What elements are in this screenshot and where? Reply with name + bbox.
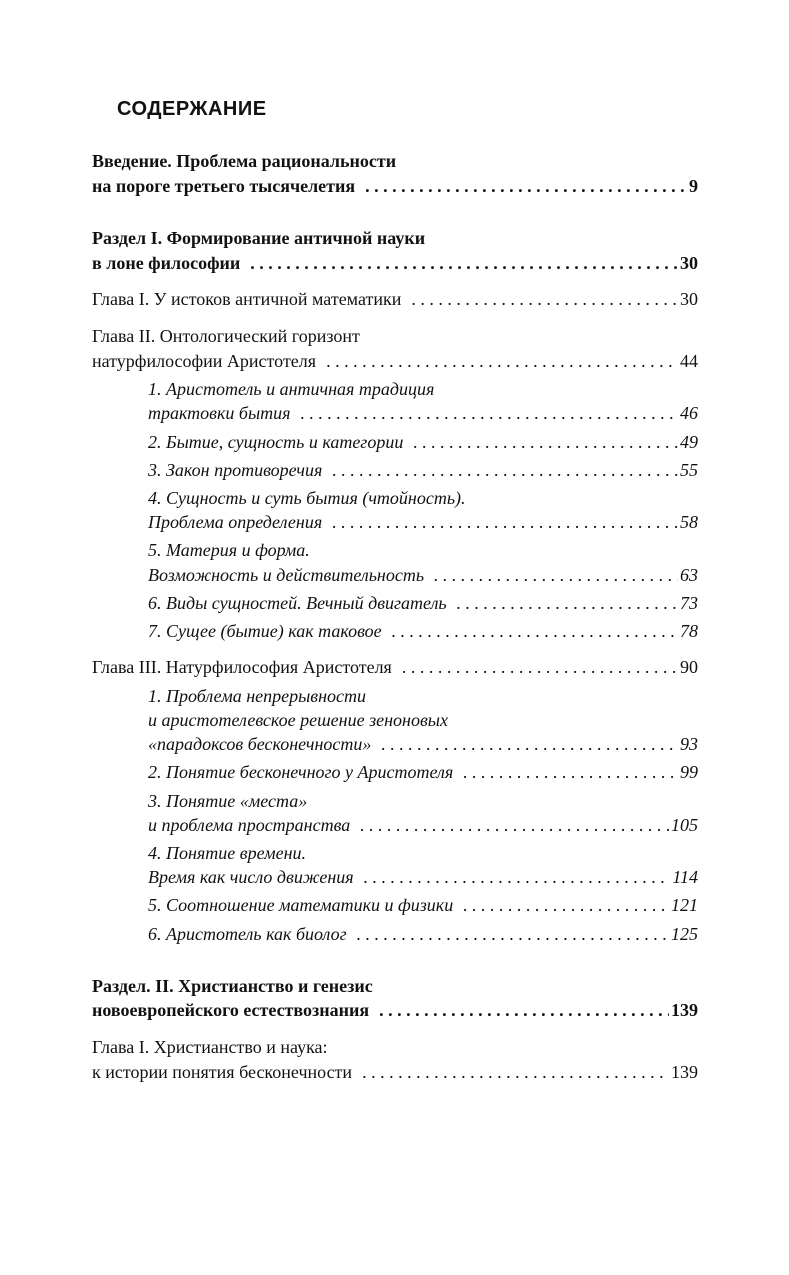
page-number: 139	[671, 1000, 698, 1021]
entry-title-line: Глава I. Христианство и наука:	[92, 1037, 328, 1057]
entry-title-line: Время как число движения	[148, 867, 354, 888]
entry-last-line	[92, 655, 698, 680]
dot-leader	[463, 760, 678, 784]
entry-title-line: 2. Понятие бесконечного у Аристотеля	[148, 762, 454, 783]
dot-leader	[379, 998, 669, 1023]
toc-subsection-entry[interactable]	[92, 486, 698, 534]
dot-leader	[392, 619, 678, 643]
toc-subsection-entry[interactable]	[92, 893, 698, 917]
page-number: 73	[680, 592, 698, 613]
page-number: 125	[671, 923, 698, 944]
toc-subsection-entry[interactable]	[92, 538, 698, 586]
page-number: 114	[672, 867, 698, 888]
entry-last-line	[92, 998, 698, 1023]
toc-subsection-entry[interactable]	[92, 591, 698, 615]
entry-title-line: и аристотелевское решение зеноновых	[148, 709, 448, 730]
entry-last-line	[148, 563, 698, 587]
entry-title-line: 7. Сущее (бытие) как таковое	[148, 620, 382, 641]
dot-leader	[411, 287, 678, 312]
entry-last-line	[92, 174, 698, 199]
dot-leader	[364, 865, 671, 889]
entry-last-line	[148, 510, 698, 534]
dot-leader	[326, 349, 678, 374]
entry-title-line: «парадоксов бесконечности»	[148, 734, 372, 755]
toc-subsection-entry[interactable]	[92, 841, 698, 889]
page-number: 63	[680, 564, 698, 585]
dot-leader	[332, 458, 678, 482]
toc-entry[interactable]	[92, 287, 698, 312]
page-number: 121	[671, 895, 698, 916]
entry-title-line: 2. Бытие, сущность и категории	[148, 431, 404, 452]
toc-subsection-entry[interactable]	[92, 430, 698, 454]
entry-title-line: Возможность и действительность	[148, 564, 425, 585]
page-number: 55	[680, 459, 698, 480]
page-number: 78	[680, 620, 698, 641]
page-number: 139	[671, 1061, 698, 1082]
dot-leader	[434, 563, 678, 587]
entry-last-line	[148, 619, 698, 643]
entry-title-line: 4. Понятие времени.	[148, 843, 307, 863]
entry-title-line: Глава I. У истоков античной математики	[92, 289, 402, 310]
entry-title-line: Проблема определения	[148, 512, 323, 533]
entry-title-line: к истории понятия бесконечности	[92, 1061, 353, 1082]
page-number: 93	[680, 734, 698, 755]
page-number: 30	[680, 252, 698, 273]
entry-title-line: 3. Понятие «места»	[148, 790, 308, 811]
entry-last-line	[92, 349, 698, 374]
entry-last-line	[148, 865, 698, 889]
entry-title-line: Глава II. Онтологический горизонт	[92, 325, 360, 346]
entry-title-line: в лоне философии	[92, 252, 241, 273]
entry-title-line: на пороге третьего тысячелетия	[92, 175, 356, 196]
entry-title-line: Раздел I. Формирование античной науки	[92, 228, 426, 249]
dot-leader	[301, 401, 678, 425]
toc-subsection-entry[interactable]	[92, 619, 698, 643]
page-number: 99	[680, 762, 698, 783]
dot-leader	[365, 174, 687, 199]
toc-subsection-entry[interactable]	[92, 760, 698, 784]
entry-title-line: 3. Закон противоречия	[148, 459, 323, 480]
page-number: 58	[680, 512, 698, 533]
entry-last-line	[148, 458, 698, 482]
dot-leader	[250, 251, 678, 276]
entry-last-line	[148, 401, 698, 425]
entry-title-line: Раздел. II. Христианство и генезис	[92, 975, 373, 996]
entry-title-line: и проблема пространства	[148, 814, 351, 835]
entry-last-line	[148, 760, 698, 784]
page-number: 90	[680, 657, 698, 678]
entry-title-line: Введение. Проблема рациональности	[92, 151, 397, 171]
toc-subsection-entry[interactable]	[92, 458, 698, 482]
entry-last-line	[92, 251, 698, 276]
entry-last-line	[148, 813, 698, 837]
entry-last-line	[148, 591, 698, 615]
toc-entry[interactable]	[92, 974, 698, 1023]
dot-leader	[457, 591, 678, 615]
toc-entry[interactable]	[92, 1035, 698, 1084]
toc-entry[interactable]	[92, 324, 698, 373]
dot-leader	[332, 510, 678, 534]
entry-title-line: трактовки бытия	[148, 403, 291, 424]
dot-leader	[357, 922, 669, 946]
toc-subsection-entry[interactable]	[92, 684, 698, 757]
page-number: 46	[680, 403, 698, 424]
toc-subsection-entry[interactable]	[92, 789, 698, 837]
entry-last-line	[148, 732, 698, 756]
dot-leader	[402, 655, 678, 680]
entry-title-line: 5. Материя и форма.	[148, 540, 310, 561]
dot-leader	[362, 1060, 669, 1085]
entry-last-line	[92, 1060, 698, 1085]
entry-title-line: 4. Сущность и суть бытия (чтойность).	[148, 487, 466, 508]
toc-subsection-entry[interactable]	[92, 922, 698, 946]
entry-last-line	[148, 922, 698, 946]
entry-title-line: натурфилософии Аристотеля	[92, 350, 317, 371]
entry-title-line: 6. Аристотель как биолог	[148, 923, 347, 944]
table-of-contents	[92, 149, 698, 1084]
page-number: 9	[689, 175, 698, 196]
toc-entry[interactable]	[92, 226, 698, 275]
entry-last-line	[148, 893, 698, 917]
entry-title-line: Глава III. Натурфилософия Аристотеля	[92, 657, 392, 678]
page-number: 44	[680, 350, 698, 371]
toc-subsection-entry[interactable]	[92, 377, 698, 425]
dot-leader	[463, 893, 669, 917]
entry-title-line: новоевропейского естествознания	[92, 1000, 370, 1021]
page-number: 30	[680, 289, 698, 310]
entry-title-line: 1. Аристотель и античная традиция	[148, 379, 435, 400]
entry-last-line	[92, 287, 698, 312]
page-title: СОДЕРЖАНИЕ	[117, 98, 267, 120]
dot-leader	[381, 732, 678, 756]
page-number: 49	[680, 431, 698, 452]
entry-title-line: 1. Проблема непрерывности	[148, 685, 367, 706]
entry-title-line: 5. Соотношение математики и физики	[148, 895, 454, 916]
toc-entry[interactable]	[92, 149, 698, 198]
toc-entry[interactable]	[92, 655, 698, 680]
entry-last-line	[148, 430, 698, 454]
entry-title-line: 6. Виды сущностей. Вечный двигатель	[148, 592, 447, 613]
dot-leader	[413, 430, 678, 454]
page-number: 105	[671, 814, 698, 835]
dot-leader	[360, 813, 669, 837]
